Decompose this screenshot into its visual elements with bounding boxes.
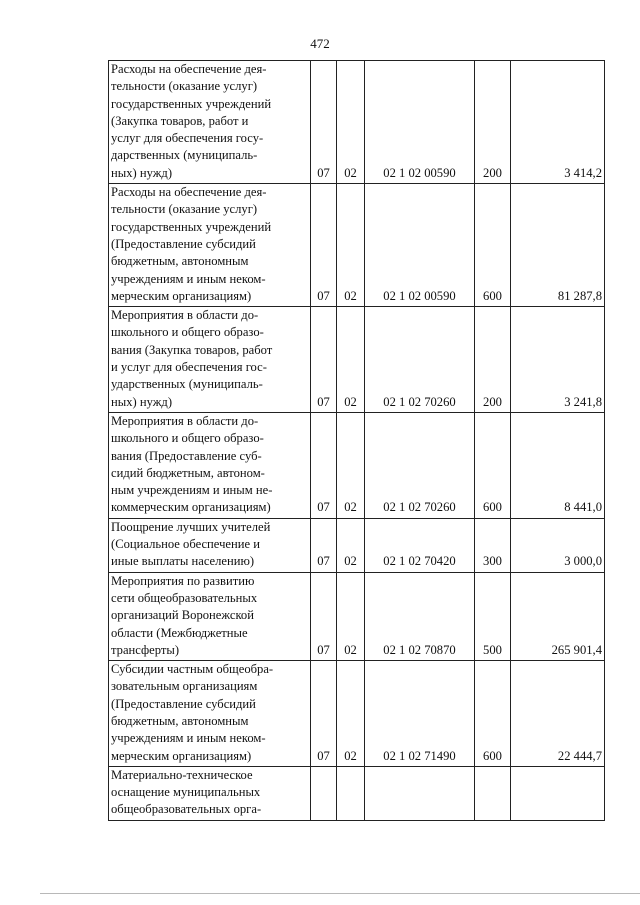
target-article-cell: 02 1 02 70260 xyxy=(365,307,475,413)
amount-cell xyxy=(511,766,605,820)
table-row xyxy=(109,572,605,660)
expense-name-line: государственных учреждений xyxy=(111,96,272,111)
expense-name-line: вания (Предоставление суб- xyxy=(111,448,262,463)
table-row xyxy=(109,412,605,518)
expense-name-cell xyxy=(109,307,311,413)
expense-name-line: Поощрение лучших учителей xyxy=(111,519,271,534)
table-row xyxy=(109,307,605,413)
expense-type-cell: 200 xyxy=(475,307,511,413)
subsection-code-cell: 02 xyxy=(337,518,365,572)
expense-name-line: Субсидии частным общеобра- xyxy=(111,662,274,677)
expense-name-line: мерческим организациям) xyxy=(111,288,252,303)
table-row xyxy=(109,766,605,820)
expense-name-line: Мероприятия в области до- xyxy=(111,413,259,428)
table-body xyxy=(109,61,605,821)
amount-cell: 265 901,4 xyxy=(511,572,605,660)
expense-name-line: Расходы на обеспечение дея- xyxy=(111,62,267,76)
table-row xyxy=(109,184,605,307)
expense-name-line: дарственных (муниципаль- xyxy=(111,148,258,163)
amount-cell: 3 414,2 xyxy=(511,61,605,184)
expense-name-line: вания (Закупка товаров, работ xyxy=(111,342,273,357)
expense-type-cell: 200 xyxy=(475,61,511,184)
expense-name-cell xyxy=(109,661,311,767)
section-code-cell: 07 xyxy=(311,518,337,572)
budget-table xyxy=(108,60,605,821)
target-article-cell xyxy=(365,766,475,820)
expense-type-cell: 600 xyxy=(475,184,511,307)
expense-type-cell: 600 xyxy=(475,661,511,767)
expense-name-line: мерческим организациям) xyxy=(111,748,252,763)
expense-name-line: Материально-техническое xyxy=(111,767,253,782)
expense-name-line: учреждениям и иным неком- xyxy=(111,731,266,746)
subsection-code-cell: 02 xyxy=(337,412,365,518)
expense-name-line: и услуг для обеспечения гос- xyxy=(111,360,267,375)
expense-name-line: иные выплаты населению) xyxy=(111,554,255,569)
expense-name-line: области (Межбюджетные xyxy=(111,625,248,640)
amount-cell: 8 441,0 xyxy=(511,412,605,518)
expense-name-line: тельности (оказание услуг) xyxy=(111,202,258,217)
section-code-cell: 07 xyxy=(311,184,337,307)
expense-name-line: ных) нужд) xyxy=(111,394,173,409)
target-article-cell: 02 1 02 70420 xyxy=(365,518,475,572)
page-bottom-rule xyxy=(40,893,640,894)
expense-name-line: Мероприятия в области до- xyxy=(111,308,259,323)
target-article-cell: 02 1 02 00590 xyxy=(365,184,475,307)
expense-name-line: бюджетным, автономным xyxy=(111,254,249,269)
subsection-code-cell xyxy=(337,766,365,820)
table-row xyxy=(109,518,605,572)
amount-cell: 22 444,7 xyxy=(511,661,605,767)
expense-name-line: тельности (оказание услуг) xyxy=(111,79,258,94)
expense-name-cell xyxy=(109,518,311,572)
expense-type-cell: 500 xyxy=(475,572,511,660)
expense-name-line: коммерческим организациям) xyxy=(111,500,271,515)
amount-cell: 3 000,0 xyxy=(511,518,605,572)
target-article-cell: 02 1 02 70260 xyxy=(365,412,475,518)
amount-cell: 81 287,8 xyxy=(511,184,605,307)
section-code-cell: 07 xyxy=(311,412,337,518)
expense-name-line: ных) нужд) xyxy=(111,165,173,180)
expense-name-line: сети общеобразовательных xyxy=(111,590,258,605)
expense-name-line: оснащение муниципальных xyxy=(111,785,261,800)
expense-name-cell xyxy=(109,412,311,518)
subsection-code-cell: 02 xyxy=(337,61,365,184)
section-code-cell xyxy=(311,766,337,820)
table-row xyxy=(109,61,605,184)
expense-name-line: учреждениям и иным неком- xyxy=(111,271,266,286)
expense-type-cell: 300 xyxy=(475,518,511,572)
expense-name-line: Мероприятия по развитию xyxy=(111,573,255,588)
amount-cell: 3 241,8 xyxy=(511,307,605,413)
page-number: 472 xyxy=(310,36,330,51)
expense-name-line: общеобразовательных орга- xyxy=(111,802,262,817)
expense-name-line: Расходы на обеспечение дея- xyxy=(111,185,267,200)
expense-name-line: бюджетным, автономным xyxy=(111,713,249,728)
section-code-cell: 07 xyxy=(311,661,337,767)
target-article-cell: 02 1 02 70870 xyxy=(365,572,475,660)
expense-name-line: (Социальное обеспечение и xyxy=(111,537,260,552)
expense-name-line: организаций Воронежской xyxy=(111,608,254,623)
expense-name-line: ным учреждениям и иным не- xyxy=(111,483,273,498)
expense-name-line: государственных учреждений xyxy=(111,219,272,234)
subsection-code-cell: 02 xyxy=(337,307,365,413)
expense-name-line: (Предоставление субсидий xyxy=(111,236,256,251)
expense-name-line: трансферты) xyxy=(111,642,180,657)
expense-name-line: школьного и общего образо- xyxy=(111,431,264,446)
target-article-cell: 02 1 02 71490 xyxy=(365,661,475,767)
section-code-cell: 07 xyxy=(311,307,337,413)
target-article-cell: 02 1 02 00590 xyxy=(365,61,475,184)
table-row xyxy=(109,661,605,767)
expense-name-line: (Закупка товаров, работ и xyxy=(111,113,249,128)
expense-name-cell xyxy=(109,766,311,820)
expense-name-line: (Предоставление субсидий xyxy=(111,696,256,711)
expense-name-line: услуг для обеспечения госу- xyxy=(111,131,264,146)
expense-type-cell xyxy=(475,766,511,820)
subsection-code-cell: 02 xyxy=(337,661,365,767)
expense-name-line: ударственных (муниципаль- xyxy=(111,377,263,392)
subsection-code-cell: 02 xyxy=(337,184,365,307)
section-code-cell: 07 xyxy=(311,572,337,660)
expense-name-line: сидий бюджетным, автоном- xyxy=(111,465,265,480)
expense-name-line: школьного и общего образо- xyxy=(111,325,264,340)
expense-type-cell: 600 xyxy=(475,412,511,518)
expense-name-cell xyxy=(109,184,311,307)
section-code-cell: 07 xyxy=(311,61,337,184)
expense-name-line: зовательным организациям xyxy=(111,679,258,694)
expense-name-cell xyxy=(109,61,311,184)
subsection-code-cell: 02 xyxy=(337,572,365,660)
expense-name-cell xyxy=(109,572,311,660)
